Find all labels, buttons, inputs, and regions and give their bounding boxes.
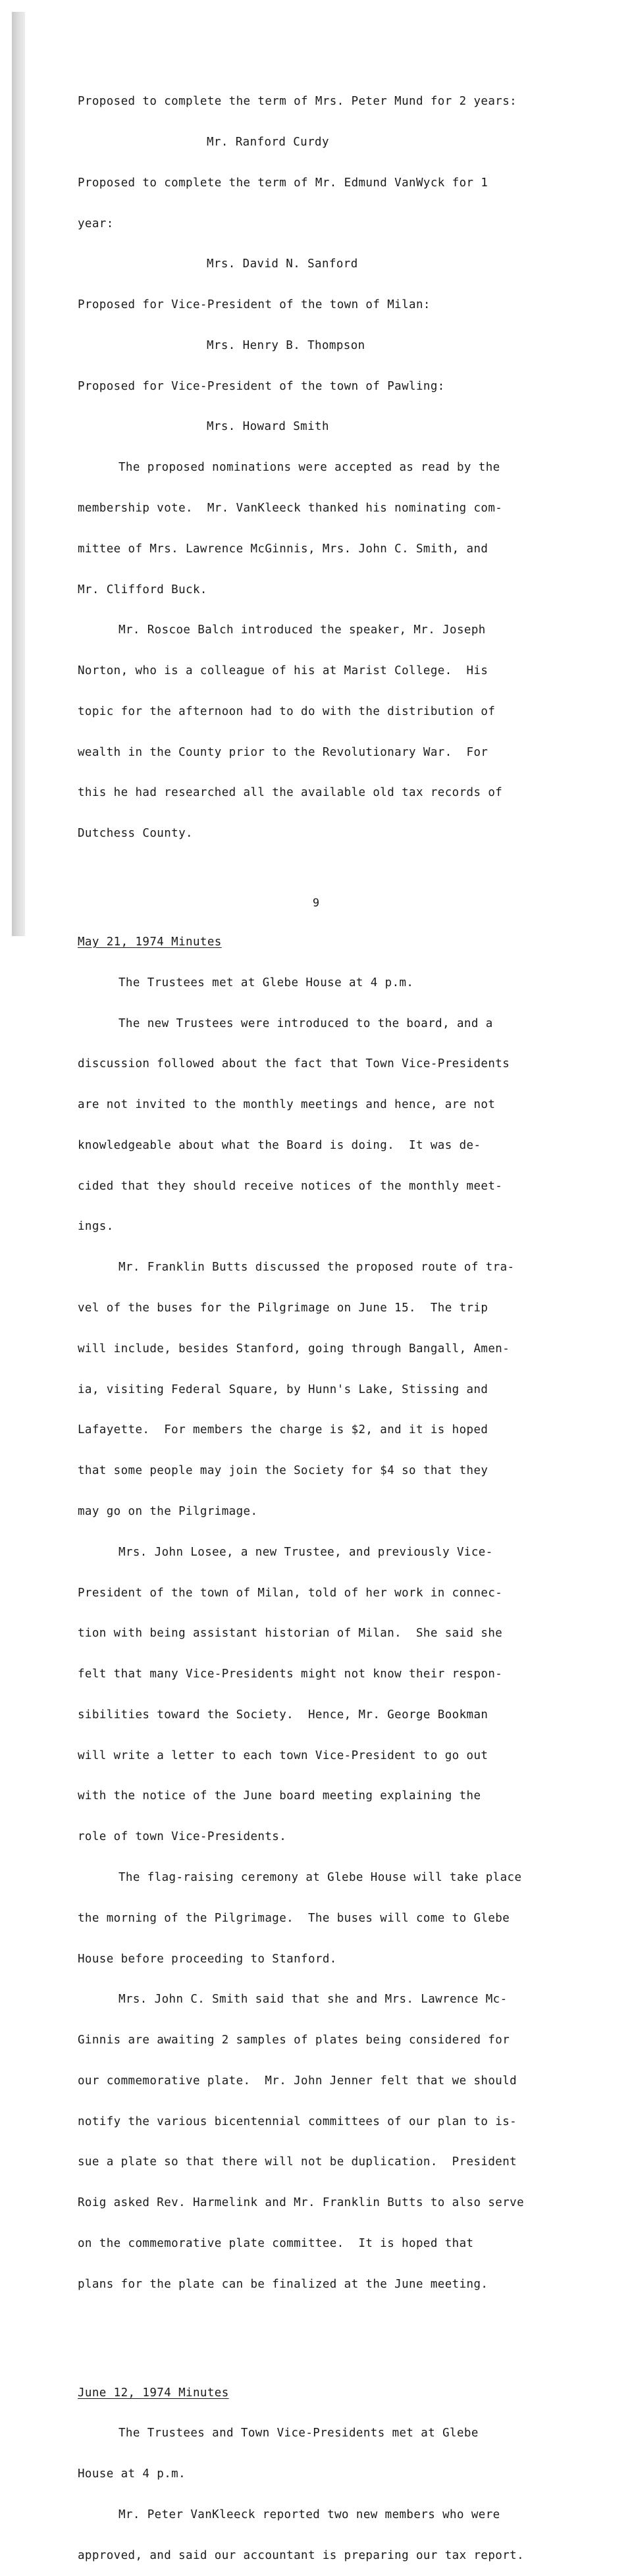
document-body [78, 68, 524, 2576]
text-line: Proposed to complete the term of Mrs. Peter Mund for 2 years: [78, 95, 517, 109]
text-line: Mrs. Henry B. Thompson [207, 338, 365, 352]
text-line: vel of the buses for the Pilgrimage on June 15. The trip [78, 1301, 488, 1315]
text-line: ia, visiting Federal Square, by Hunn's Lake, Stissing and [78, 1382, 488, 1396]
text-line: notify the various bicentennial committees of our plan to is- [78, 2115, 517, 2128]
text-line: will include, besides Stanford, going through Bangall, Amen- [78, 1342, 510, 1355]
text-line: Mrs. David N. Sanford [207, 257, 358, 271]
text-line: Mr. Ranford Curdy [207, 135, 329, 149]
text-line: sue a plate so that there will not be duplication. President [78, 2155, 517, 2169]
text-line: Norton, who is a colleague of his at Marist College. His [78, 664, 488, 678]
text-line: cided that they should receive notices of the monthly meet- [78, 1179, 503, 1193]
text-line: President of the town of Milan, told of her work in connec- [78, 1586, 503, 1600]
text-line: knowledgeable about what the Board is doing. It was de- [78, 1138, 481, 1152]
text-line: Mrs. John C. Smith said that she and Mrs. Lawrence Mc- [118, 1993, 508, 2007]
text-line: plans for the plate can be finalized at the June meeting. [78, 2277, 488, 2291]
text-line: tion with being assistant historian of Milan. She said she [78, 1627, 503, 1641]
paragraph-gap [78, 2332, 524, 2346]
text-line: mittee of Mrs. Lawrence McGinnis, Mrs. John C. Smith, and [78, 542, 488, 556]
text-line: are not invited to the monthly meetings and hence, are not [78, 1098, 496, 1112]
text-line: Ginnis are awaiting 2 samples of plates being considered for [78, 2034, 510, 2047]
text-line: Lafayette. For members the charge is $2, and it is hoped [78, 1423, 488, 1437]
text-line: on the commemorative plate committee. It is hoped that [78, 2237, 474, 2250]
text-line: the morning of the Pilgrimage. The buses will come to Glebe [78, 1911, 510, 1925]
text-line: approved, and said our accountant is preparing our tax report. [78, 2548, 525, 2562]
text-line: sibilities toward the Society. Hence, Mr. George Bookman [78, 1708, 488, 1722]
text-line: Proposed to complete the term of Mr. Edmund VanWyck for 1 [78, 176, 488, 190]
text-line: The flag-raising ceremony at Glebe House will take place [118, 1870, 522, 1884]
text-line: Mr. Franklin Butts discussed the proposed route of tra- [118, 1261, 515, 1275]
text-line: that some people may join the Society for $4 so that they [78, 1464, 488, 1478]
section-heading-may: May 21, 1974 Minutes [78, 935, 222, 949]
text-line: our commemorative plate. Mr. John Jenner felt that we should [78, 2074, 517, 2088]
paragraph-gap [78, 881, 524, 895]
text-line: Mrs. John Losee, a new Trustee, and previously Vice- [118, 1545, 493, 1559]
text-line: wealth in the County prior to the Revolutionary War. For [78, 745, 488, 759]
section-heading-june: June 12, 1974 Minutes [78, 2386, 229, 2400]
text-line: felt that many Vice-Presidents might not know their respon- [78, 1668, 503, 1681]
text-line: discussion followed about the fact that Town Vice-Presidents [78, 1057, 510, 1071]
text-line: The new Trustees were introduced to the board, and a [118, 1016, 493, 1030]
text-line: Dutchess County. [78, 827, 193, 841]
text-line: this he had researched all the available old tax records of [78, 786, 503, 800]
text-line: Mr. Peter VanKleeck reported two new members who were [118, 2508, 500, 2521]
text-line: The Trustees met at Glebe House at 4 p.m. [118, 976, 414, 989]
text-line: Mr. Roscoe Balch introduced the speaker, Mr. Joseph [118, 623, 486, 637]
text-line: Proposed for Vice-President of the town of Milan: [78, 298, 431, 312]
text-line: may go on the Pilgrimage. [78, 1504, 258, 1518]
text-line: Proposed for Vice-President of the town of Pawling: [78, 379, 445, 393]
text-line: will write a letter to each town Vice-President to go out [78, 1748, 488, 1762]
text-line: role of town Vice-Presidents. [78, 1830, 287, 1844]
text-line: Roig asked Rev. Harmelink and Mr. Franklin Butts to also serve [78, 2196, 525, 2210]
text-line: Mrs. Howard Smith [207, 420, 329, 434]
text-line: ings. [78, 1220, 114, 1234]
text-line: The proposed nominations were accepted as read by the [118, 461, 500, 475]
text-line: Mr. Clifford Buck. [78, 583, 207, 596]
text-line: topic for the afternoon had to do with the distribution of [78, 704, 496, 718]
scan-edge [12, 12, 25, 936]
page-number: 9 [312, 897, 320, 910]
text-line: with the notice of the June board meeting explaining the [78, 1789, 481, 1803]
text-line: membership vote. Mr. VanKleeck thanked his nominating com- [78, 502, 503, 515]
text-line: House before proceeding to Stanford. [78, 1952, 337, 1966]
text-line: The Trustees and Town Vice-Presidents met at Glebe [118, 2427, 479, 2440]
text-line: House at 4 p.m. [78, 2467, 186, 2481]
text-line: year: [78, 217, 114, 230]
